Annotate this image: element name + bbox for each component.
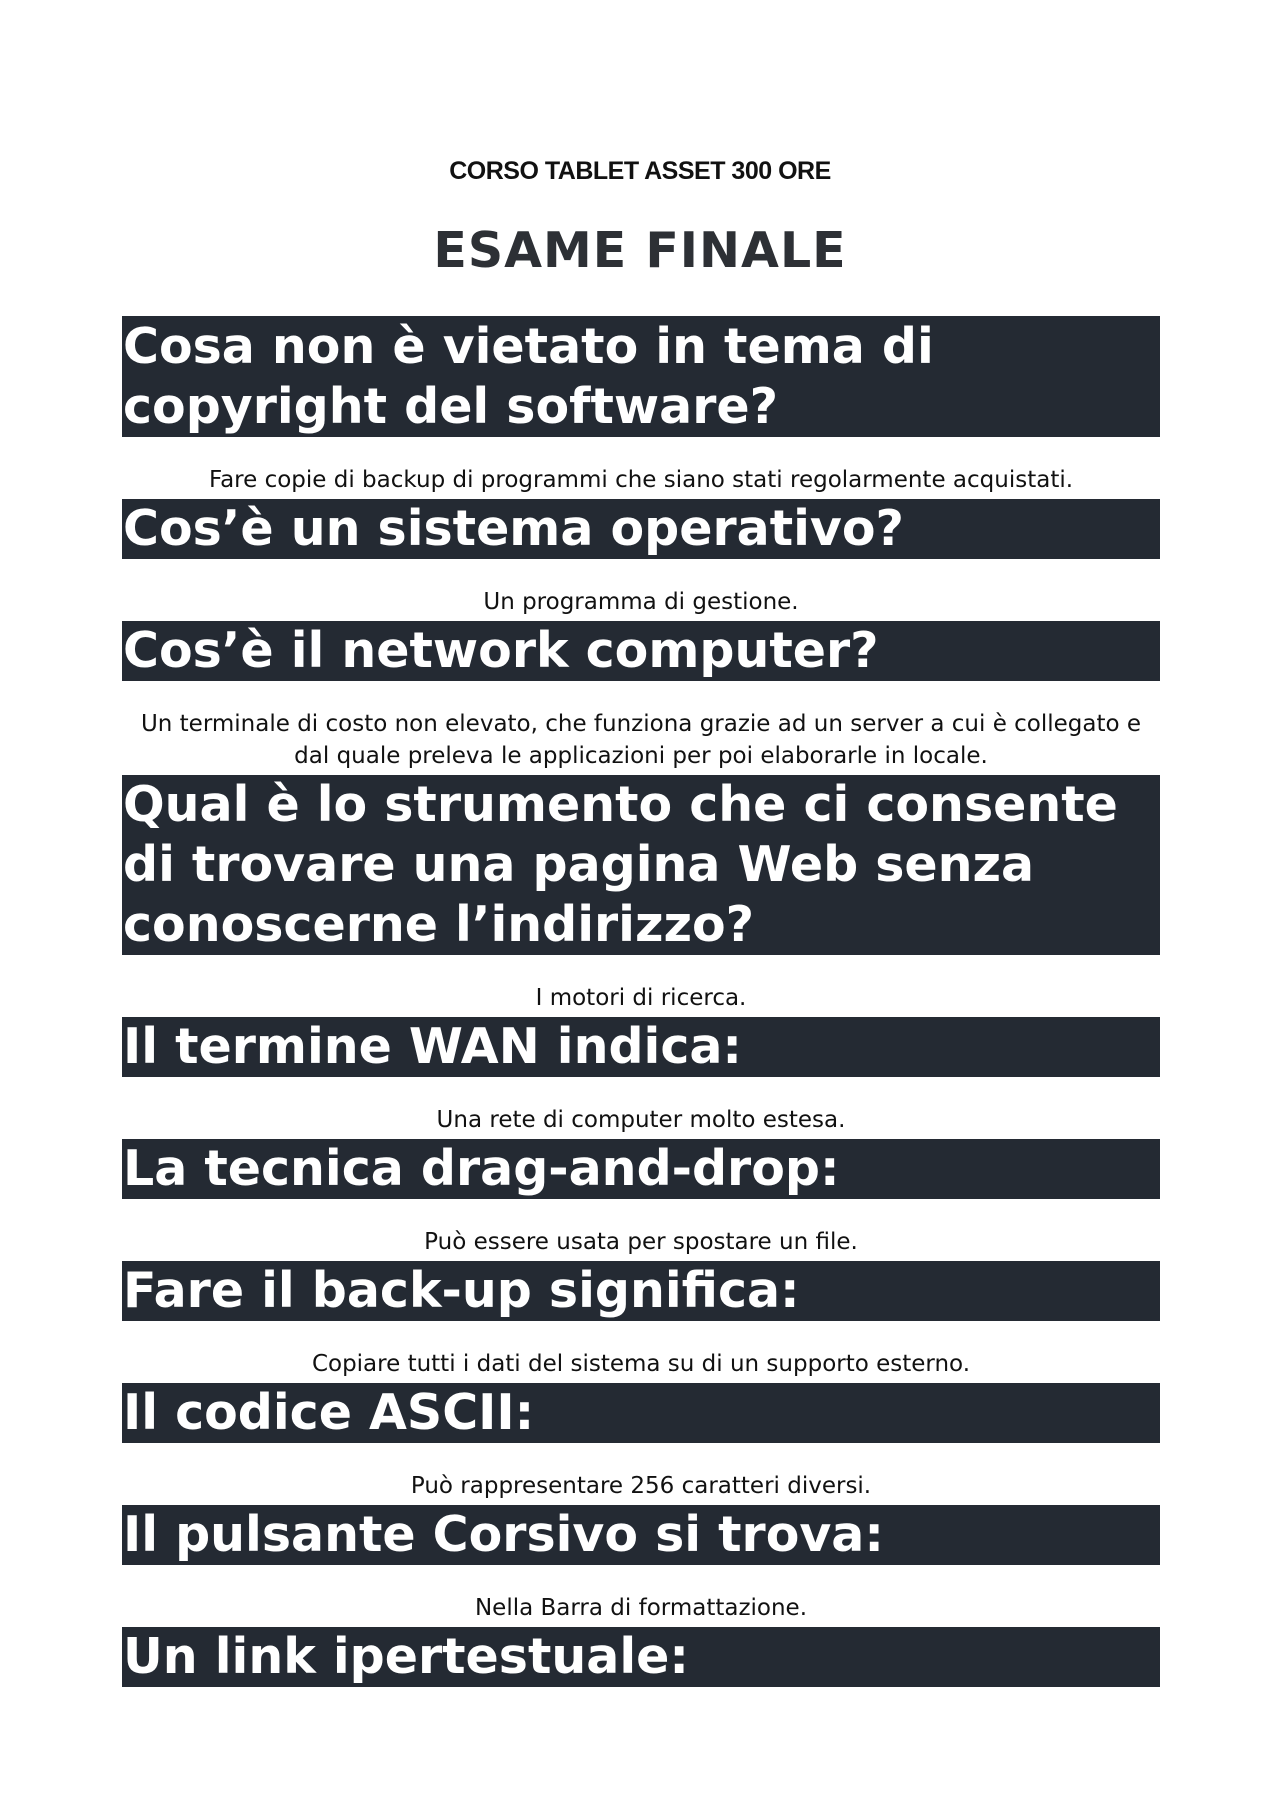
answer-text: Nella Barra di formattazione.	[474, 1595, 808, 1621]
question-heading	[122, 1383, 1160, 1443]
question-text: Qual è lo strumento che ci consente di trovare una pagina Web senza conoscerne l’indirizzo?	[123, 776, 1118, 953]
course-title: CORSO TABLET ASSET 300 ORE	[449, 157, 831, 185]
question-heading	[122, 1139, 1160, 1199]
qa-item-6	[122, 1139, 1160, 1199]
qa-item-4	[122, 775, 1160, 955]
question-heading	[122, 1627, 1160, 1687]
qa-item-10	[122, 1627, 1160, 1687]
answer-text: Può essere usata per spostare un file.	[424, 1229, 858, 1255]
answer-text: Un terminale di costo non elevato, che funziona grazie ad un server a cui è collegato e dal quale preleva le applicazioni per poi elaborarle in locale.	[140, 711, 1142, 769]
answer-text: I motori di ricerca.	[535, 985, 747, 1011]
answer-text: Un programma di gestione.	[483, 589, 799, 615]
question-text: Un link ipertestuale:	[123, 1628, 689, 1685]
exam-title: ESAME FINALE	[433, 222, 847, 279]
answer-block-9	[122, 1592, 1160, 1624]
question-heading	[122, 499, 1160, 559]
answer-block-3	[122, 708, 1160, 772]
answer-text: Può rappresentare 256 caratteri diversi.	[410, 1473, 872, 1499]
question-text: Cosa non è vietato in tema di copyright del software?	[123, 318, 934, 435]
question-heading	[122, 316, 1160, 437]
question-text: Fare il back-up significa:	[123, 1262, 800, 1319]
question-heading	[122, 1261, 1160, 1321]
question-text: La tecnica drag-and-drop:	[123, 1140, 840, 1197]
question-text: Cos’è un sistema operativo?	[123, 500, 904, 557]
answer-text: Una rete di computer molto estesa.	[436, 1107, 846, 1133]
qa-item-5	[122, 1017, 1160, 1077]
question-text: Il termine WAN indica:	[123, 1018, 743, 1075]
answer-text: Fare copie di backup di programmi che siano stati regolarmente acquistati.	[208, 467, 1074, 493]
question-text: Il pulsante Corsivo si trova:	[123, 1506, 884, 1563]
question-heading	[122, 1017, 1160, 1077]
question-text: Cos’è il network computer?	[123, 622, 879, 679]
answer-block-2	[122, 586, 1160, 618]
answer-block-1	[122, 464, 1160, 496]
answer-block-8	[122, 1470, 1160, 1502]
question-heading	[122, 775, 1160, 955]
question-heading	[122, 621, 1160, 681]
qa-item-3	[122, 621, 1160, 681]
question-text: Il codice ASCII:	[123, 1384, 535, 1441]
answer-text: Copiare tutti i dati del sistema su di un supporto esterno.	[311, 1351, 971, 1377]
qa-item-8	[122, 1383, 1160, 1443]
qa-item-9	[122, 1505, 1160, 1565]
qa-item-2	[122, 499, 1160, 559]
answer-block-7	[122, 1348, 1160, 1380]
qa-item-1	[122, 316, 1160, 437]
qa-item-7	[122, 1261, 1160, 1321]
question-heading	[122, 1505, 1160, 1565]
answer-block-5	[122, 1104, 1160, 1136]
answer-block-6	[122, 1226, 1160, 1258]
answer-block-4	[122, 982, 1160, 1014]
